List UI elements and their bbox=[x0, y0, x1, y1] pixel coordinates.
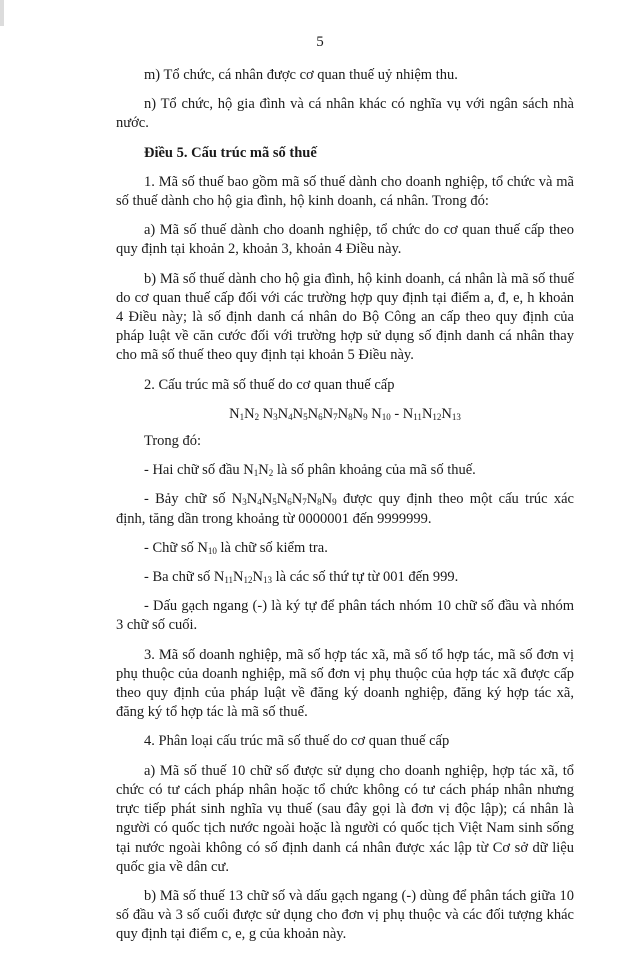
paragraph-p1: 1. Mã số thuế bao gồm mã số thuế dành cho doanh nghiệp, tổ chức và mã số thuế dành cho hộ gia đình, hộ kinh doanh, cá nhân. Trong đó: bbox=[116, 173, 574, 210]
paragraph-p1b: b) Mã số thuế dành cho hộ gia đình, hộ kinh doanh, cá nhân là mã số thuế do cơ quan thuế cấp đối với các trường hợp quy định tại điểm a, đ, e, h khoản 4 Điều này; là số định danh cá nhân do Bộ Công an cấp theo quy định của pháp luật về căn cước đối với trường hợp sử dụng số định danh cá nhân thay cho mã số thuế theo quy định tại khoản 5 Điều này. bbox=[116, 270, 574, 364]
paragraph-d5: - Dấu gạch ngang (-) là ký tự để phân tách nhóm 10 chữ số đầu và nhóm 3 chữ số cuối. bbox=[116, 598, 574, 634]
page-number: 5 bbox=[316, 34, 324, 50]
paragraph-p2: 2. Cấu trúc mã số thuế do cơ quan thuế cấp bbox=[144, 376, 395, 393]
paragraph-d4: - Ba chữ số $N_{11}N_{12}N_{13}$ là các số thứ tự từ 001 đến 999. bbox=[144, 569, 459, 586]
paragraph-p4a: a) Mã số thuế 10 chữ số được sử dụng cho doanh nghiệp, hợp tác xã, tổ chức có tư cách pháp nhân hoặc tổ chức không có tư cách pháp nhân nhưng trực tiếp phát sinh nghĩa vụ thuế (sau đây gọi là đơn vị độc lập); cá nhân là người có quốc tịch nước ngoài hoặc là người có quốc tịch Việt Nam sinh sống tại nước ngoài không có số định danh cá nhân được xác lập từ Cơ sở dữ liệu quốc gia về dân cư. bbox=[116, 762, 574, 875]
paragraph-p4b: b) Mã số thuế 13 chữ số và dấu gạch ngang (-) dùng để phân tách giữa 10 số đầu và 3 số cuối được sử dụng cho đơn vị phụ thuộc và các đối tượng khác quy định tại điểm c, e, g của khoản này. bbox=[116, 887, 574, 943]
paragraph-n: n) Tổ chức, hộ gia đình và cá nhân khác có nghĩa vụ với ngân sách nhà nước. bbox=[116, 96, 574, 132]
scan-edge-mark bbox=[0, 0, 4, 26]
paragraph-trong_do: Trong đó: bbox=[144, 433, 202, 450]
paragraph-d2: - Bảy chữ số $N_3N_4N_5N_6N_7N_8N_9$ được quy định theo một cấu trúc xác định, tăng dần trong khoảng từ 0000001 đến 9999999. bbox=[116, 491, 574, 527]
paragraph-m: m) Tổ chức, cá nhân được cơ quan thuế uỷ nhiệm thu. bbox=[144, 67, 458, 83]
paragraph-p3: 3. Mã số doanh nghiệp, mã số hợp tác xã, mã số tổ hợp tác, mã số đơn vị phụ thuộc của doanh nghiệp, mã số đơn vị phụ thuộc của hợp tác xã được cấp theo quy định của pháp luật về đăng ký doanh nghiệp, đăng ký hợp tác xã, đăng ký tổ hợp tác là mã số thuế. bbox=[116, 646, 574, 721]
paragraph-d1: - Hai chữ số đầu $N_1N_2$ là số phân khoảng của mã số thuế. bbox=[144, 462, 476, 479]
paragraph-d3: - Chữ số $N_{10}$ là chữ số kiểm tra. bbox=[144, 539, 328, 556]
paragraph-formula: $N_1N_2$ $N_3N_4N_5N_6N_7N_8N_9$ $N_{10} - N_{11}N_{12}N_{13}$ bbox=[229, 405, 461, 422]
paragraph-p1a: a) Mã số thuế dành cho doanh nghiệp, tổ chức do cơ quan thuế cấp theo quy định tại khoản 2, khoản 3, khoản 4 Điều này. bbox=[116, 222, 574, 258]
document-body bbox=[116, 66, 574, 955]
paragraph-p4: 4. Phân loại cấu trúc mã số thuế do cơ quan thuế cấp bbox=[144, 733, 450, 750]
paragraph-heading: Điều 5. Cấu trúc mã số thuế bbox=[144, 144, 317, 161]
